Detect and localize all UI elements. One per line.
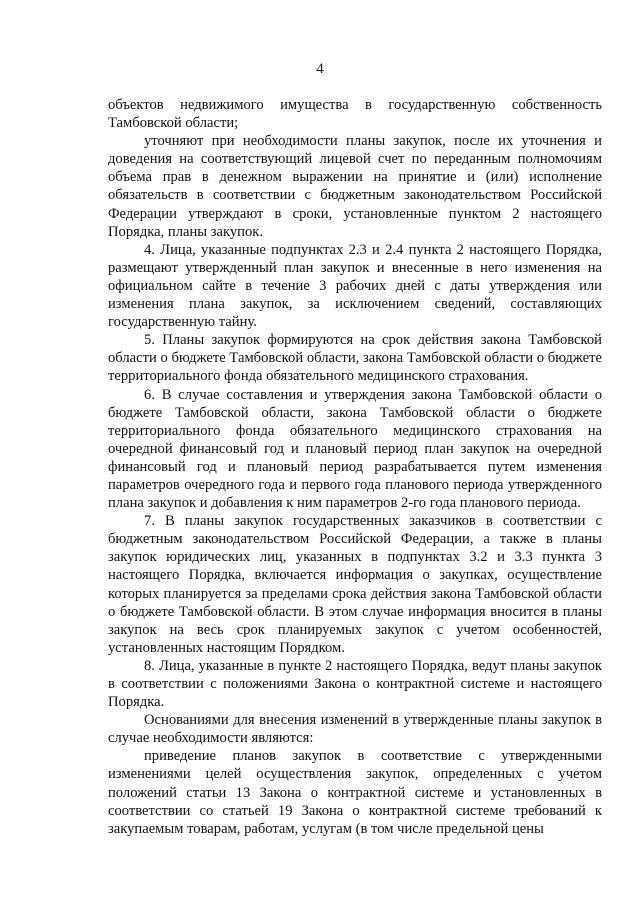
paragraph-3: 4. Лица, указанные подпунктах 2.3 и 2.4 пункта 2 настоящего Порядка, размещают утвержденный план закупок и внесенные в него изменения на официальном сайте в течение 3 рабочих дней с даты утверждения или изменения плана закупок, за исключением сведений, составляющих государственную тайну. [108, 241, 602, 331]
paragraph-8: Основаниями для внесения изменений в утвержденные планы закупок в случае необходимости являются: [108, 712, 602, 747]
paragraph-9: приведение планов закупок в соответствие с утвержденными изменениями целей осуществления закупок, определенных с учетом положений статьи 13 Закона о контрактной системе и установленных в соответствии со статьей 19 Закона о контрактной системе требований к закупаемым товарам, работам, услугам (в том числе предельной цены [108, 748, 602, 837]
paragraph-1: объектов недвижимого имущества в государственную собственность Тамбовской области; [108, 97, 602, 132]
paragraph-7: 8. Лица, указанные в пункте 2 настоящего Порядка, ведут планы закупок в соответствии с положениями Закона о контрактной системе и настоящего Порядка. [108, 657, 602, 711]
paragraph-5: 6. В случае составления и утверждения закона Тамбовской области о бюджете Тамбовской области, закона Тамбовской области о бюджете территориального фонда обязательного медицинского страхования на очередной финансовый год и плановый период план закупок на очередной финансовый год и плановый период разрабатывается путем изменения параметров очередного года и первого года планового периода утвержденного плана закупок и добавления к ним параметров 2-го года планового периода. [108, 386, 602, 512]
page-number: 4 [316, 61, 324, 77]
paragraph-4: 5. Планы закупок формируются на срок действия закона Тамбовской области о бюджете Тамбовской области, закона Тамбовской области о бюджете территориального фонда обязательного медицинского страхования. [108, 332, 602, 385]
paragraph-2: уточняют при необходимости планы закупок, после их уточнения и доведения на соответствующий лицевой счет по переданным полномочиям объема прав в денежном выражении на принятие и (или) исполнение обязательств в соответствии с бюджетным законодательством Российской Федерации утверждают в сроки, установленные пунктом 2 настоящего Порядка, планы закупок. [108, 133, 602, 240]
document-body [108, 96, 602, 838]
paragraph-6: 7. В планы закупок государственных заказчиков в соответствии с бюджетным законодательством Российской Федерации, а также в планы закупок юридических лиц, указанных в подпунктах 3.2 и 3.3 пункта 3 настоящего Порядка, включается информация о закупках, осуществление которых планируется за пределами срока действия закона Тамбовской области о бюджете Тамбовской области. В этом случае информация вносится в планы закупок на весь срок планируемых закупок с учетом особенностей, установленных настоящим Порядком. [108, 513, 602, 656]
